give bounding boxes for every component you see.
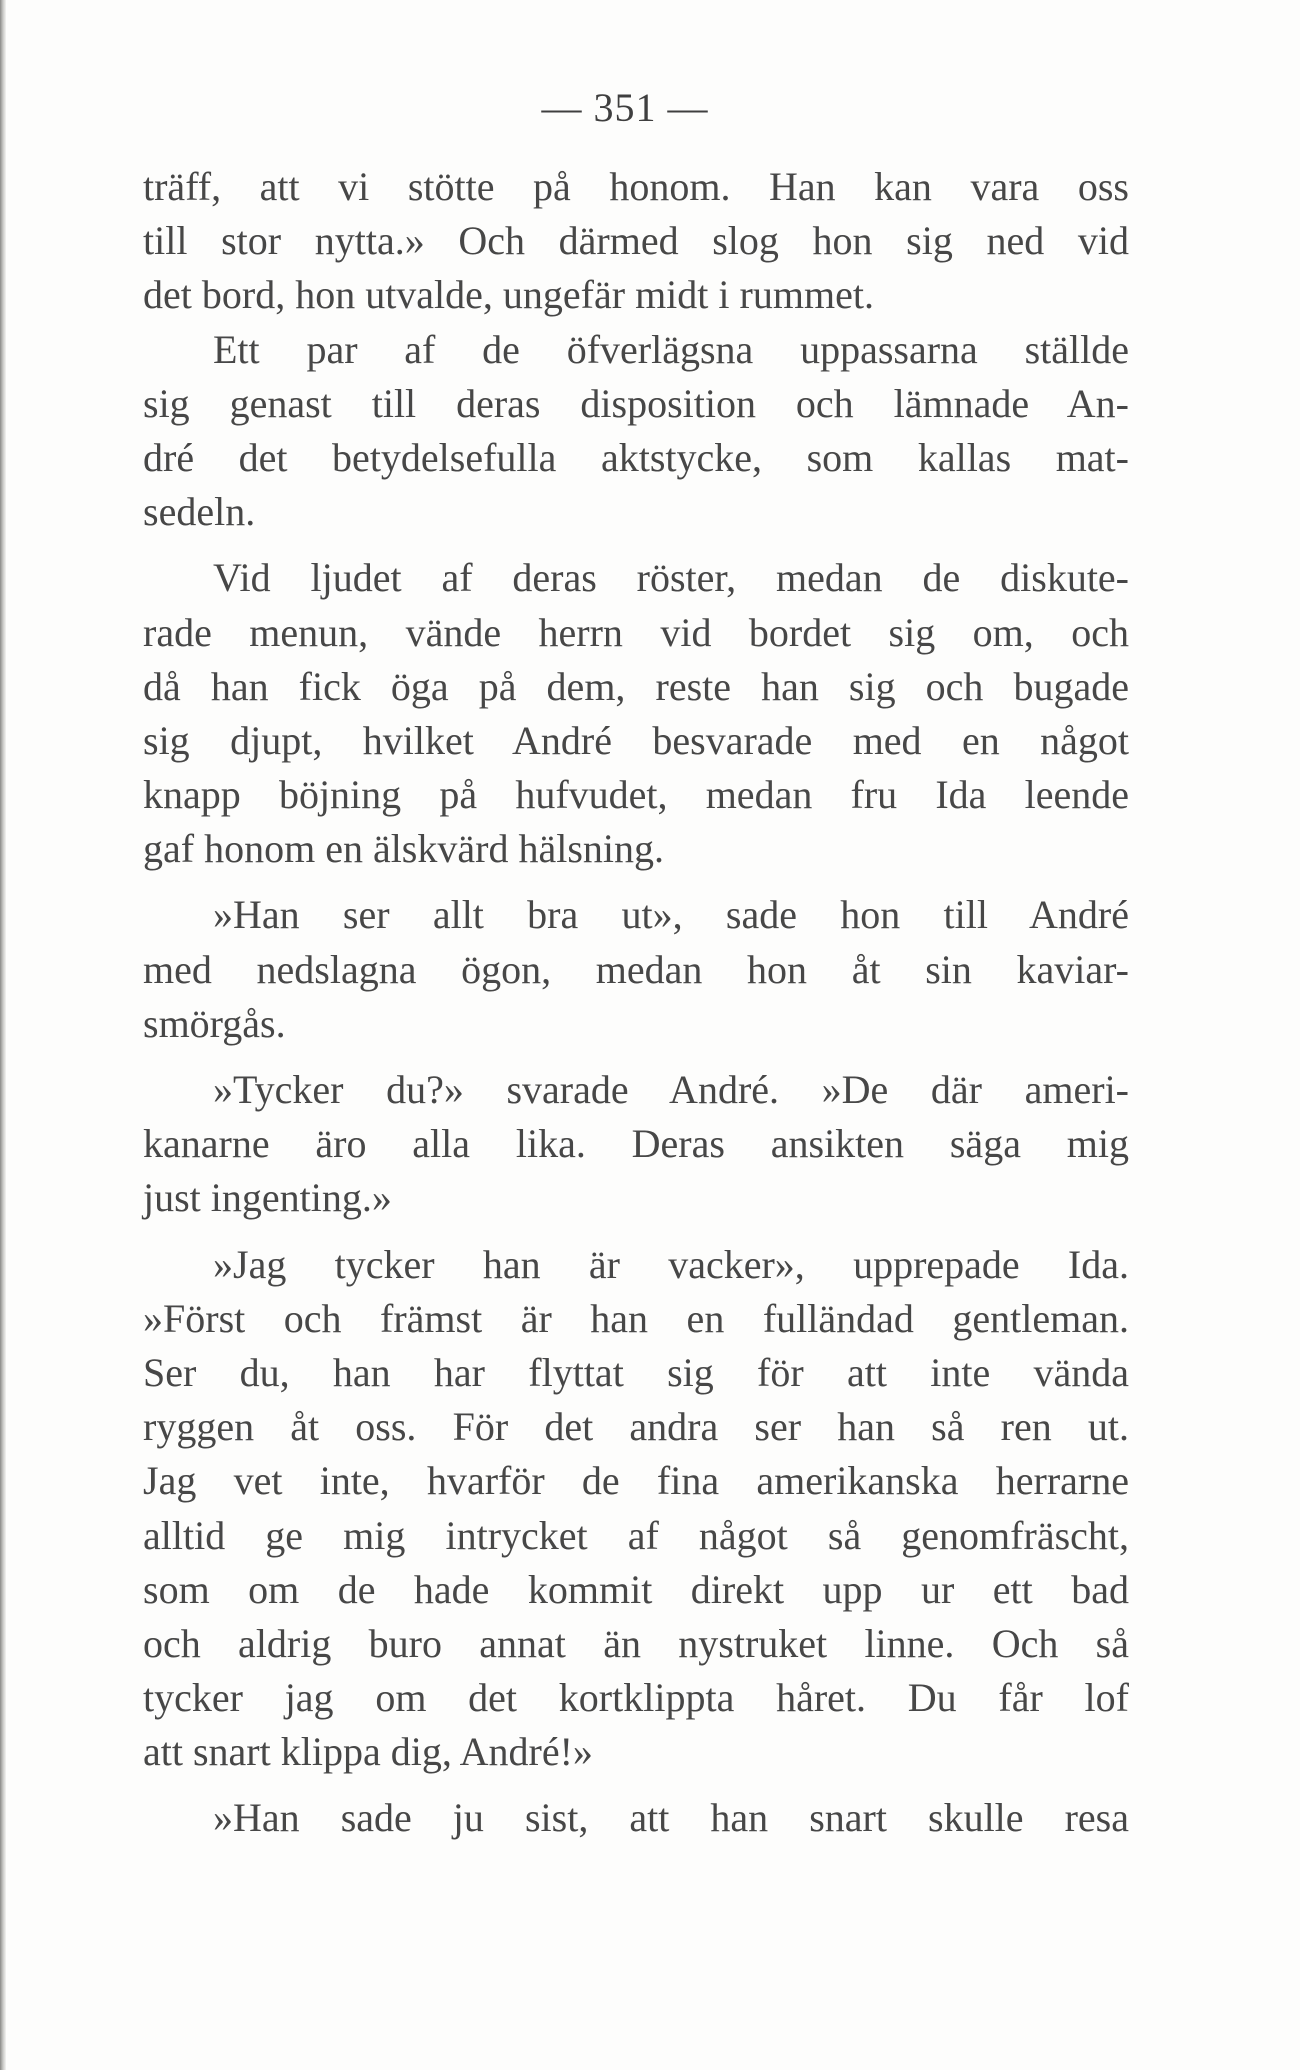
paragraph-gap: [143, 539, 1129, 551]
text-line: sig djupt, hvilket André besvarade med en något: [143, 717, 1129, 763]
text-line: »Han ser allt bra ut», sade hon till André: [213, 892, 1129, 938]
text-line: det bord, hon utvalde, ungefär midt i rummet.: [143, 272, 874, 318]
text-line: sedeln.: [143, 489, 256, 535]
text-line: dré det betydelsefulla aktstycke, som kallas mat-: [143, 434, 1129, 480]
page-number: — 351 —: [541, 85, 709, 130]
paragraph: [143, 551, 1129, 876]
text-line: Ett par af de öfverlägsna uppassarna ställde: [213, 326, 1129, 372]
text-line: med nedslagna ögon, medan hon åt sin kaviar-: [143, 946, 1129, 992]
text-line: gaf honom en älskvärd hälsning.: [143, 826, 664, 872]
text-line: »Jag tycker han är vacker», upprepade Ida.: [213, 1241, 1129, 1287]
text-line: träff, att vi stötte på honom. Han kan vara oss: [143, 164, 1129, 209]
text-line: »Först och främst är han en fulländad gentleman.: [143, 1295, 1129, 1341]
paragraph: [143, 323, 1129, 540]
text-line: »Tycker du?» svarade André. »De där ameri-: [213, 1067, 1129, 1112]
text-line: Vid ljudet af deras röster, medan de diskute-: [213, 555, 1129, 601]
text-line: just ingenting.»: [143, 1175, 392, 1221]
text-line: som om de hade kommit direkt upp ur ett bad: [143, 1566, 1129, 1612]
text-line: rade menun, vände herrn vid bordet sig om, och: [143, 609, 1129, 655]
paragraph-gap: [143, 1779, 1129, 1791]
paragraph: [143, 1791, 1129, 1845]
text-line: sig genast till deras disposition och lämnade An-: [143, 380, 1129, 426]
text-line: alltid ge mig intrycket af något så genomfräscht,: [143, 1512, 1129, 1558]
body-text: [143, 160, 1129, 1846]
text-line: »Han sade ju sist, att han snart skulle resa: [213, 1795, 1129, 1841]
paragraph: [143, 160, 1129, 323]
text-line: att snart klippa dig, André!»: [143, 1729, 593, 1775]
text-line: kanarne äro alla lika. Deras ansikten säga mig: [143, 1121, 1129, 1167]
text-line: och aldrig buro annat än nystruket linne. Och så: [143, 1620, 1129, 1666]
text-line: smörgås.: [143, 1000, 286, 1046]
paragraph: [143, 888, 1129, 1051]
paragraph-gap: [143, 1226, 1129, 1238]
text-line: ryggen åt oss. För det andra ser han så ren ut.: [143, 1404, 1129, 1450]
paragraph-gap: [143, 1051, 1129, 1063]
text-line: knapp böjning på hufvudet, medan fru Ida leende: [143, 772, 1129, 818]
text-line: till stor nytta.» Och därmed slog hon sig ned vid: [143, 218, 1129, 264]
paragraph-gap: [143, 876, 1129, 888]
paragraph: [143, 1238, 1129, 1780]
page-edge-shadow: [0, 0, 6, 2070]
text-line: då han fick öga på dem, reste han sig och bugade: [143, 663, 1129, 709]
paragraph: [143, 1063, 1129, 1226]
text-line: Jag vet inte, hvarför de fina amerikanska herrarne: [143, 1458, 1129, 1504]
text-line: Ser du, han har flyttat sig för att inte vända: [143, 1349, 1129, 1395]
text-line: tycker jag om det kortklippta håret. Du får lof: [143, 1675, 1129, 1721]
